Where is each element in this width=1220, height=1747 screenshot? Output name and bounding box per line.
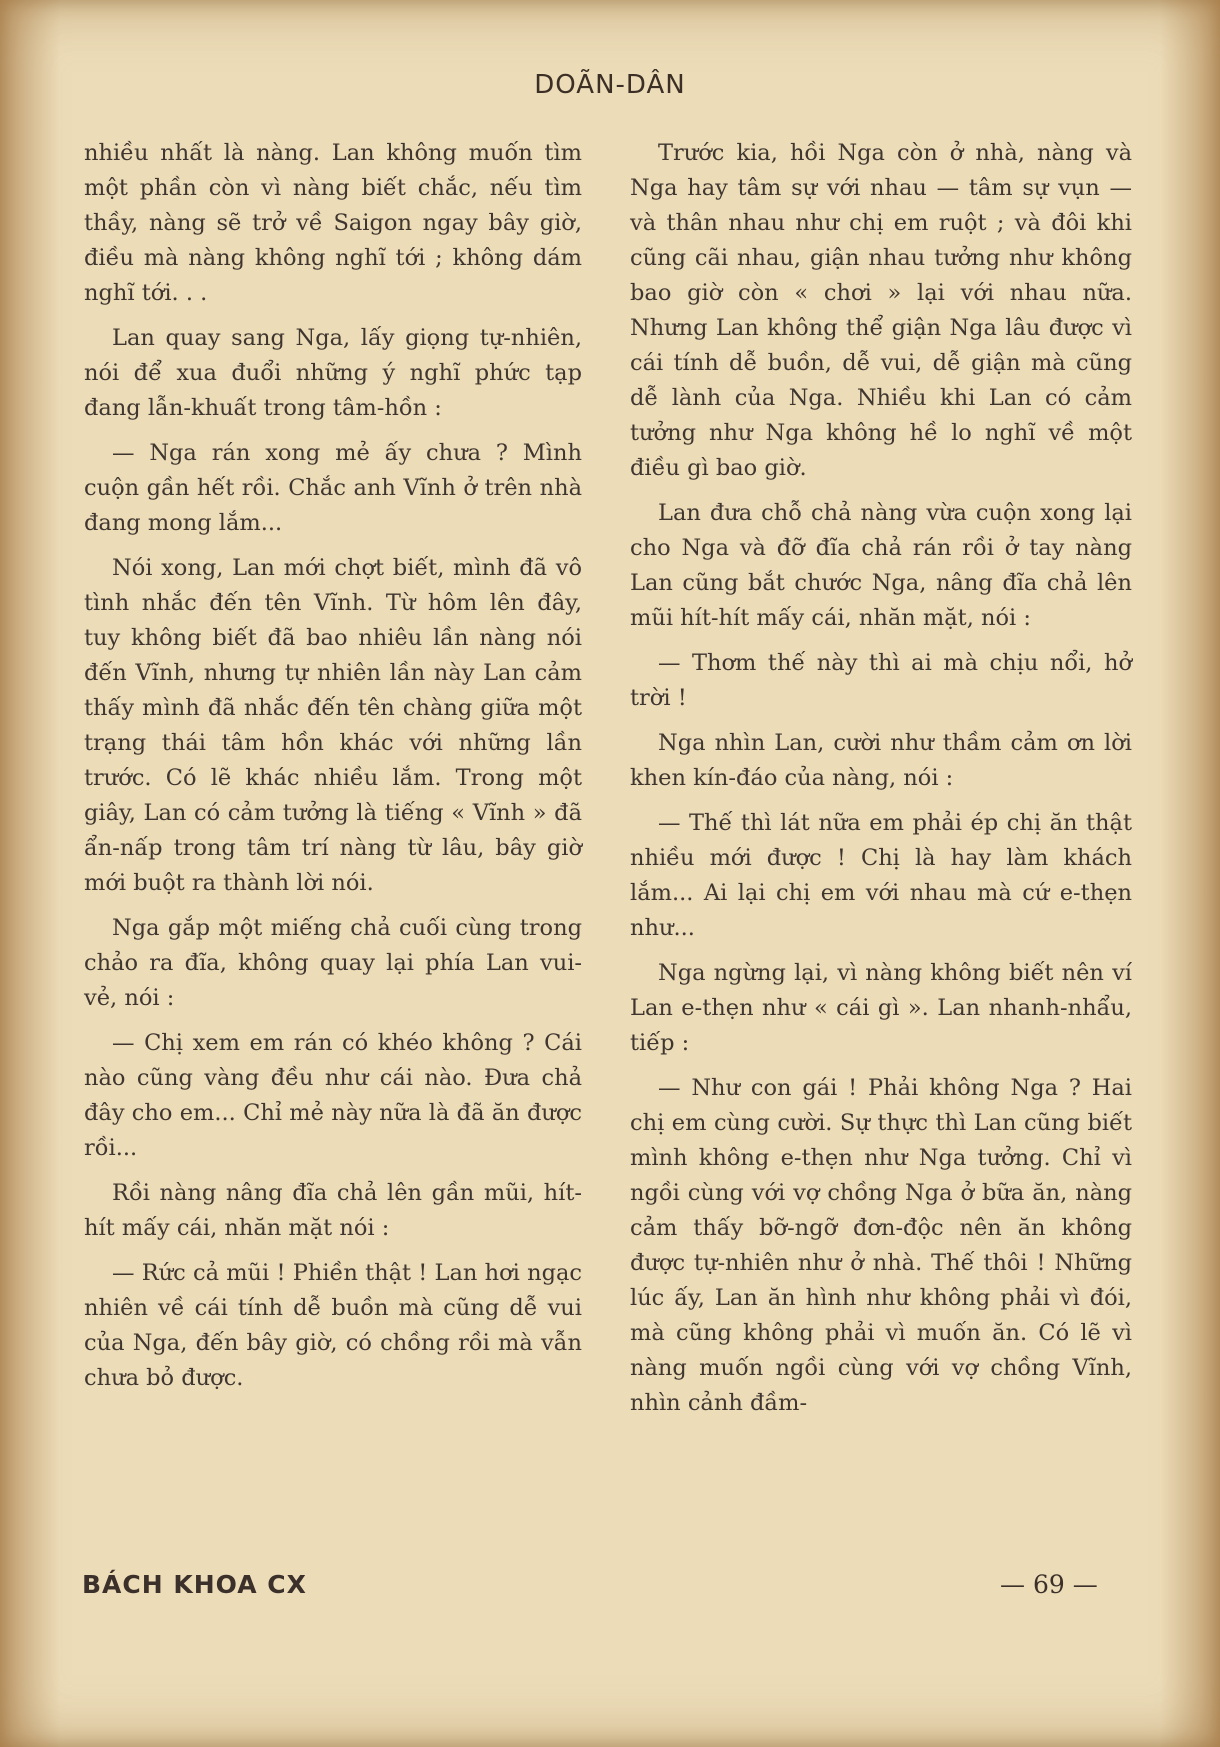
dialogue-paragraph: — Rức cả mũi ! Phiền thật ! Lan hơi ngạc nhiên về cái tính dễ buồn mà cũng dễ vui của Nga, đến bây giờ, có chồng rồi mà vẫn chưa bỏ được. xyxy=(84,1260,582,1391)
paragraph: Lan đưa chỗ chả nàng vừa cuộn xong lại cho Nga và đỡ đĩa chả rán rồi ở tay nàng Lan cũng bắt chước Nga, nâng đĩa chả lên mũi hít-hít mấy cái, nhăn mặt, nói : xyxy=(630,500,1132,631)
paragraph: Nói xong, Lan mới chợt biết, mình đã vô tình nhắc đến tên Vĩnh. Từ hôm lên đây, tuy không biết đã bao nhiêu lần nàng nói đến Vĩnh, nhưng tự nhiên lần này Lan cảm thấy mình đã nhắc đến tên chàng giữa một trạng thái tâm hồn khác với những lần trước. Có lẽ khác nhiều lắm. Trong một giây, Lan có cảm tưởng là tiếng « Vĩnh » đã ẩn-nấp trong tâm trí nàng từ lâu, bây giờ mới buột ra thành lời nói. xyxy=(84,555,582,896)
paragraph: Trước kia, hồi Nga còn ở nhà, nàng và Nga hay tâm sự với nhau — tâm sự vụn — và thân nhau như chị em ruột ; và đôi khi cũng cãi nhau, giận nhau tưởng như không bao giờ còn « chơi » lại với nhau nữa. Nhưng Lan không thể giận Nga lâu được vì cái tính dễ buồn, dễ vui, dễ giận mà cũng dễ lành của Nga. Nhiều khi Lan có cảm tưởng như Nga không hề lo nghĩ về một điều gì bao giờ. xyxy=(630,140,1132,481)
page-header-author: DOÃN-DÂN xyxy=(534,70,686,100)
paragraph: Nga nhìn Lan, cười như thầm cảm ơn lời khen kín-đáo của nàng, nói : xyxy=(630,730,1132,791)
magazine-name: BÁCH KHOA CX xyxy=(82,1570,307,1599)
paragraph: Nga gắp một miếng chả cuối cùng trong chảo ra đĩa, không quay lại phía Lan vui-vẻ, nói : xyxy=(84,915,582,1011)
paragraph: nhiều nhất là nàng. Lan không muốn tìm một phần còn vì nàng biết chắc, nếu tìm thầy, nàng sẽ trở về Saigon ngay bây giờ, điều mà nàng không nghĩ tới ; không dám nghĩ tới. . . xyxy=(84,140,582,306)
paragraph: Nga ngừng lại, vì nàng không biết nên ví Lan e-thẹn như « cái gì ». Lan nhanh-nhẩu, tiếp : xyxy=(630,960,1132,1056)
dialogue-paragraph: — Thế thì lát nữa em phải ép chị ăn thật nhiều mới được ! Chị là hay làm khách lắm... Ai lại chị em với nhau mà cứ e-thẹn như... xyxy=(630,810,1132,941)
paragraph: Rồi nàng nâng đĩa chả lên gần mũi, hít-hít mấy cái, nhăn mặt nói : xyxy=(84,1180,582,1241)
dialogue-paragraph: — Nga rán xong mẻ ấy chưa ? Mình cuộn gần hết rồi. Chắc anh Vĩnh ở trên nhà đang mong lắm... xyxy=(84,440,582,536)
paragraph: Lan quay sang Nga, lấy giọng tự-nhiên, nói để xua đuổi những ý nghĩ phức tạp đang lẫn-khuất trong tâm-hồn : xyxy=(84,325,582,421)
dialogue-paragraph: — Như con gái ! Phải không Nga ? Hai chị em cùng cười. Sự thực thì Lan cũng biết mình không e-thẹn như Nga tưởng. Chỉ vì ngồi cùng với vợ chồng Nga ở bữa ăn, nàng cảm thấy bỡ-ngỡ đơn-độc nên ăn không được tự-nhiên như ở nhà. Thế thôi ! Những lúc ấy, Lan ăn hình như không phải vì đói, mà cũng không phải vì muốn ăn. Có lẽ vì nàng muốn ngồi cùng với vợ chồng Vĩnh, nhìn cảnh đầm- xyxy=(630,1075,1132,1416)
paper-stain xyxy=(1160,0,1220,1747)
left-column xyxy=(84,136,582,1406)
paper-stain xyxy=(0,0,60,1747)
dialogue-paragraph: — Chị xem em rán có khéo không ? Cái nào cũng vàng đều như cái nào. Đưa chả đây cho em... Chỉ mẻ này nữa là đã ăn được rồi... xyxy=(84,1030,582,1161)
page-number: — 69 — xyxy=(1000,1570,1098,1599)
right-column xyxy=(630,136,1132,1431)
dialogue-paragraph: — Thơm thế này thì ai mà chịu nổi, hở trời ! xyxy=(630,650,1132,711)
